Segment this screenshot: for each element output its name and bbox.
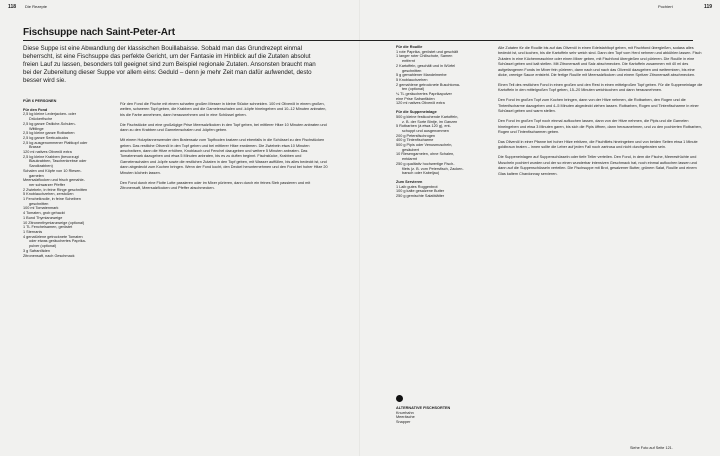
method-paragraph: Alle Zutaten für die Rouille bis auf das Olivenöl in einen Edelstahltopf geben, mit Fischfond übergießen, sodass alles bedeckt ist, und kochen, bis die Kartoffeln sehr weich sind. Dann den Topf vom Herd nehmen und abkühlen lassen. Fisch Zutaten in eine Küchenmaschine oder einen Mixer geben, mit Fischfond übergießen und pürieren. Die Rouille in eine Schüssel geben und kalt stellen. Mit Zitronensaft und Salz abschmecken. Die Kartoffeln zusammen mit 40 ml des aufgefangenen Fonds im Mixer fein pürieren, dann nach und nach das Olivenöl dazugeben und weitermixen, bis eine dicke, cremige Sauce entsteht. Die fertige Rouille mit Meersalzflocken und einem Spritzer Zitronensaft abschmecken. (498, 46, 702, 78)
ingredient-item-continued: entfernt (402, 59, 415, 64)
ingredient-item: 4 genatürlene getrocknete Tomaten (23, 234, 83, 239)
ingredients-section-heading: Für die Rouille (396, 45, 423, 49)
ingredient-item: 500 g Pipis oder Venusmuscheln, (396, 143, 453, 148)
ingredient-item: 500 g kleine festkochende Kartoffeln, (396, 114, 459, 119)
ingredient-item: 4 Tomaten, grob gehackt (23, 211, 65, 216)
ingredient-item: 2,5 kg kleine Lederjacken- oder (23, 112, 76, 117)
method-paragraph: Den Fond im großen Topf noch einmal aufkochen lassen, dann von der Hitze nehmen, die Pipis und die Garnelen hineingeben und etwa 3 Minuten garen, bis sich die Pipis öffnen, dann herausnehmen, und zu den pochierten Rotbarben, Rogen und Tintenfischarmen geben. (498, 119, 702, 135)
ingredient-item: 2,5 kg ganze Seekuckucks (23, 135, 69, 140)
ingredient-item: 2,5 kg ganze Östliche-Schulen- (23, 121, 76, 126)
ingredient-item: 3 g Safranfäden (23, 248, 51, 253)
method-paragraph: Die Suppeneinlagen auf Suppenschüsseln oder tiefe Teller verteilen. Den Fond, in dem die Fische, Meeresfrüchte und Muscheln pochiert wurden und der so einen wunderbar intensiven Geschmack hat, noch einmal aufkochen lassen und dann auf die Suppenschüsseln verteilen. Die Fischsuppe mit Brot, gesalzener Butter, grünem Salat, Rouille und einem Glas kaltem Chardonnay servieren. (498, 155, 697, 176)
page-number-right: 119 (704, 4, 713, 10)
method-paragraph: Den Fond im großen Topf zum Kochen bringen, dann von der Hitze nehmen, die Rotbarben, den Rogen und die Tintenfischarme dazugeben und 4–5 Minuten abgedeckt ziehen lassen. Rotbarben, Rogen und Tintenfischarme in einer Schüssel geben und warm stellen. (498, 98, 699, 114)
method-paragraph: Die Fischstücke und eine großzügige Prise Meersalzflocken in den Topf geben, bei mittlerer Hitze 10 Minuten anbraten und dann zu den Krabben und Garnelenschalen und -köpfen geben. (120, 122, 327, 133)
ingredient-item-continued: schuppt und ausgenommen (402, 128, 449, 133)
ingredient-item: ¼ TL geräuchertes Paprikapulver (396, 92, 452, 97)
ingredient-item-continued: geschnitten (29, 201, 49, 206)
method-paragraph: Für den Fond die Fische mit einem scharfen großen Messer in kleine Stücke schneiden. 100 ml Olivenöl in einem großen, weiten, schweren Topf geben, die Krabben und die Garnelenschalen und -köpfe hineingeben und 10–12 Minuten anbraten, bis die Farbe annehmen, dann herausnehmen und in eine Schüssel geben. (120, 102, 327, 117)
ingredient-item: 2 Zwiebeln, in feine Ringe geschnitten (23, 187, 88, 192)
alternative-fish-block (396, 406, 450, 425)
ingredient-item: 5 Knoblauchzehen, zerstoßen (23, 192, 74, 197)
ingredient-item: 2 Kartoffeln, geschält und in Würfel (396, 63, 456, 68)
ingredient-item: 100 g kalte gesalzene Butter (396, 189, 445, 194)
ingredient-item: 120 ml natives Olivenöl extra (396, 101, 445, 106)
ingredient-item: 1 Sternanis (23, 229, 43, 234)
ingredient-item-continued: z. B. der Sorte Bintje, im Ganzen (402, 119, 458, 124)
ingredient-item: 1 langer roter Chilischote, Samen (396, 54, 453, 59)
ingredient-item: 2 gemahlene getrocknete Buschtoma- (396, 82, 461, 87)
ingredient-item-continued: ner schwarzer Pfeffer (29, 182, 66, 187)
ingredient-item-continued: Drückerfische (29, 117, 53, 122)
page-number-left: 118 (8, 4, 17, 10)
servings-heading: FÜR 6 PERSONEN (23, 99, 57, 103)
ingredients-right-column (396, 45, 488, 199)
method-left-column (120, 102, 328, 196)
running-header-right: Pochiert (658, 4, 673, 9)
ingredient-item: 5 Rotbarben (à etwa 120 g), ent- (396, 124, 451, 129)
recipe-title: Fischsuppe nach Saint-Peter-Art (23, 27, 175, 38)
ingredients-left-column (23, 99, 113, 258)
ingredient-item-continued: Wittlinge (29, 126, 44, 131)
ingredient-item: 1 Bund Thymianzweige (23, 215, 63, 220)
ingredient-item-continued: Sandkrabben) (29, 164, 53, 169)
ingredient-item: 250 g gemischte Salatblätter (396, 194, 445, 199)
ingredient-item: 1 Laib gutes Roggenbrot (396, 184, 438, 189)
ingredient-item-continued: oder etwas geräuchertes Paprika- (29, 239, 86, 244)
method-paragraph: Mit einem Holzpfannenwender den Bratensatz vom Topfboden kratzen und ebenfalls in die Schüssel zu den Fischstücken geben. Das restliche Olivenöl in den Topf geben und bei mittlerer Hitze erwärmen. Die Zwiebeln etwa 10 Minuten anschwitzen, dann die Hitze erhöhen, Knoblauch und Fenchel dazugeben und weitere 5 Minuten anbraten. Das Tomatenmark dazugeben und etwa 5 Minuten anbraten, bis es zu duften beginnt. Fischstücke, Krabben und Garnelenschalen und -köpfe sowie die restlichen Zutaten in den Topf geben, mit Wasser auffüllen, bis alles bedeckt ist, und dann abgedeckt zum Kochen bringen. Wenn der Fond kocht, den Deckel herunternehmen und den Fond bei hoher Hitze 20 Minuten köcheln lassen. (120, 138, 328, 175)
alternative-fish-item: Snapper (396, 420, 411, 425)
method-right-column (498, 46, 703, 182)
ingredient-item: 5 Knoblauchzehen (396, 77, 428, 82)
photo-reference-note: Siehe Foto auf Seite 121. (630, 446, 673, 450)
ingredient-item-continued: gesäubert (402, 147, 419, 152)
ingredient-item-continued: Brasse (29, 145, 41, 150)
ingredient-item-continued: filets (z. B. vom Petersfisch, Zacken- (402, 166, 464, 171)
bullet-dot-icon (396, 395, 403, 402)
method-paragraph: Das Olivenöl in einer Pfanne bei hoher Hitze erhitzen, die Fischfilets hineingeben und von beiden Seiten etwa 1 Minute goldbraun braten – innen sollte die Leber auf jeden Fall noch zartrosa und nicht durchgebraten sein. (498, 140, 698, 150)
ingredient-item: 2,5 kg kleine Krabben (bevorzugt (23, 154, 79, 159)
ingredient-item: eine Prise Safranfäden (396, 96, 435, 101)
ingredients-section-heading: Zum Servieren (396, 179, 423, 184)
alternative-fish-item: Knurrhahn (396, 410, 414, 415)
ingredient-item-continued: barsch oder Kabeljau) (402, 171, 440, 176)
ingredient-item-continued: Blaukrabben, Taschenkrebse oder (29, 159, 87, 164)
ingredient-item-continued: pulver (optional) (29, 244, 57, 249)
ingredient-item: 1 TL Fenchelsamen, geröstet (23, 225, 73, 230)
method-paragraph: Einen Teil des restlichen Fond in einen großen und den Rest in einen mittelgroßen Topf geben. Für die Suppeneinlage die Kartoffeln in den mittelgroßen Topf geben, 15–20 Minuten weichkochen und dann herausnehmen. (498, 83, 703, 93)
ingredient-item: 1 Fenchelknolle, in feine Scheiben (23, 197, 81, 202)
ingredient-item: 400 g Tintenfischarme (396, 138, 434, 143)
alternative-fish-item: Meeräsche (396, 415, 415, 420)
ingredient-item-continued: geschnitten (402, 68, 422, 73)
ingredient-item-continued: garnelen (29, 173, 44, 178)
recipe-intro: Diese Suppe ist eine Abwandlung der klassischen Bouillabaisse. Sobald man das Grundrezept einmal beherrscht, ist eine Fischsuppe das perfekte Gericht, um der Fantasie im Hinblick auf die Zutaten absolut freien Lauf zu lassen, besonders toll geeignet sind zum Beispiel regionale Zutaten. Ansonsten braucht man bei der Zubereitung dieser Suppe vor allem eins: Geduld – denn je mehr Zeit man dafür aufwendet, desto besser wird sie. (23, 45, 316, 84)
ingredient-item: 10 Riesengarnelen, ohne Schalen, (396, 152, 455, 157)
title-rule (23, 40, 693, 41)
ingredient-item: 200 g Petersfischrogen (396, 133, 436, 138)
alternative-fish-heading: ALTERNATIVE FISCHSORTEN (396, 406, 451, 410)
ingredient-item: 120 ml natives Olivenöl extra (23, 150, 72, 155)
ingredient-item: Schalen und Köpfe von 10 Riesen- (23, 168, 82, 173)
ingredient-item: Meersalzflocken und frisch gemahle- (23, 178, 85, 183)
ingredient-item: Zitronensaft, nach Geschmack (23, 253, 75, 258)
ingredient-item: 5 g gemahlener Mandelmerbe (396, 73, 447, 78)
running-header-left: Die Rezepte (25, 4, 48, 9)
ingredient-item: 1 rote Paprika, geröstet und geschält (396, 49, 459, 54)
ingredients-section-heading: Für den Fond (23, 107, 48, 112)
ingredient-item: 2,5 kg kleine ganze Rotbarben (23, 131, 75, 136)
book-gutter (359, 0, 361, 456)
ingredients-section-heading: Für die Suppeneinlage (396, 110, 437, 115)
method-paragraph: Den Fond durch eine Flotte Lotte passieren oder im Mixer pürieren, dann durch ein feines Sieb passieren und mit Zitronensaft, Meersalzflocken und Pfeffer abschmecken. (120, 180, 311, 191)
ingredient-item-continued: entdarmt (402, 157, 417, 162)
ingredient-item: 10 Zitronenthymianzweige (optional) (23, 220, 85, 225)
ingredient-item: 100 ml Tomatenmark (23, 206, 59, 211)
ingredient-item: 250 g qualitativ hochwertige Fisch- (396, 161, 455, 166)
ingredient-item-continued: ten (optional) (402, 87, 425, 92)
ingredient-item: 2,5 kg ausgenommener Plattkopf oder (23, 140, 88, 145)
